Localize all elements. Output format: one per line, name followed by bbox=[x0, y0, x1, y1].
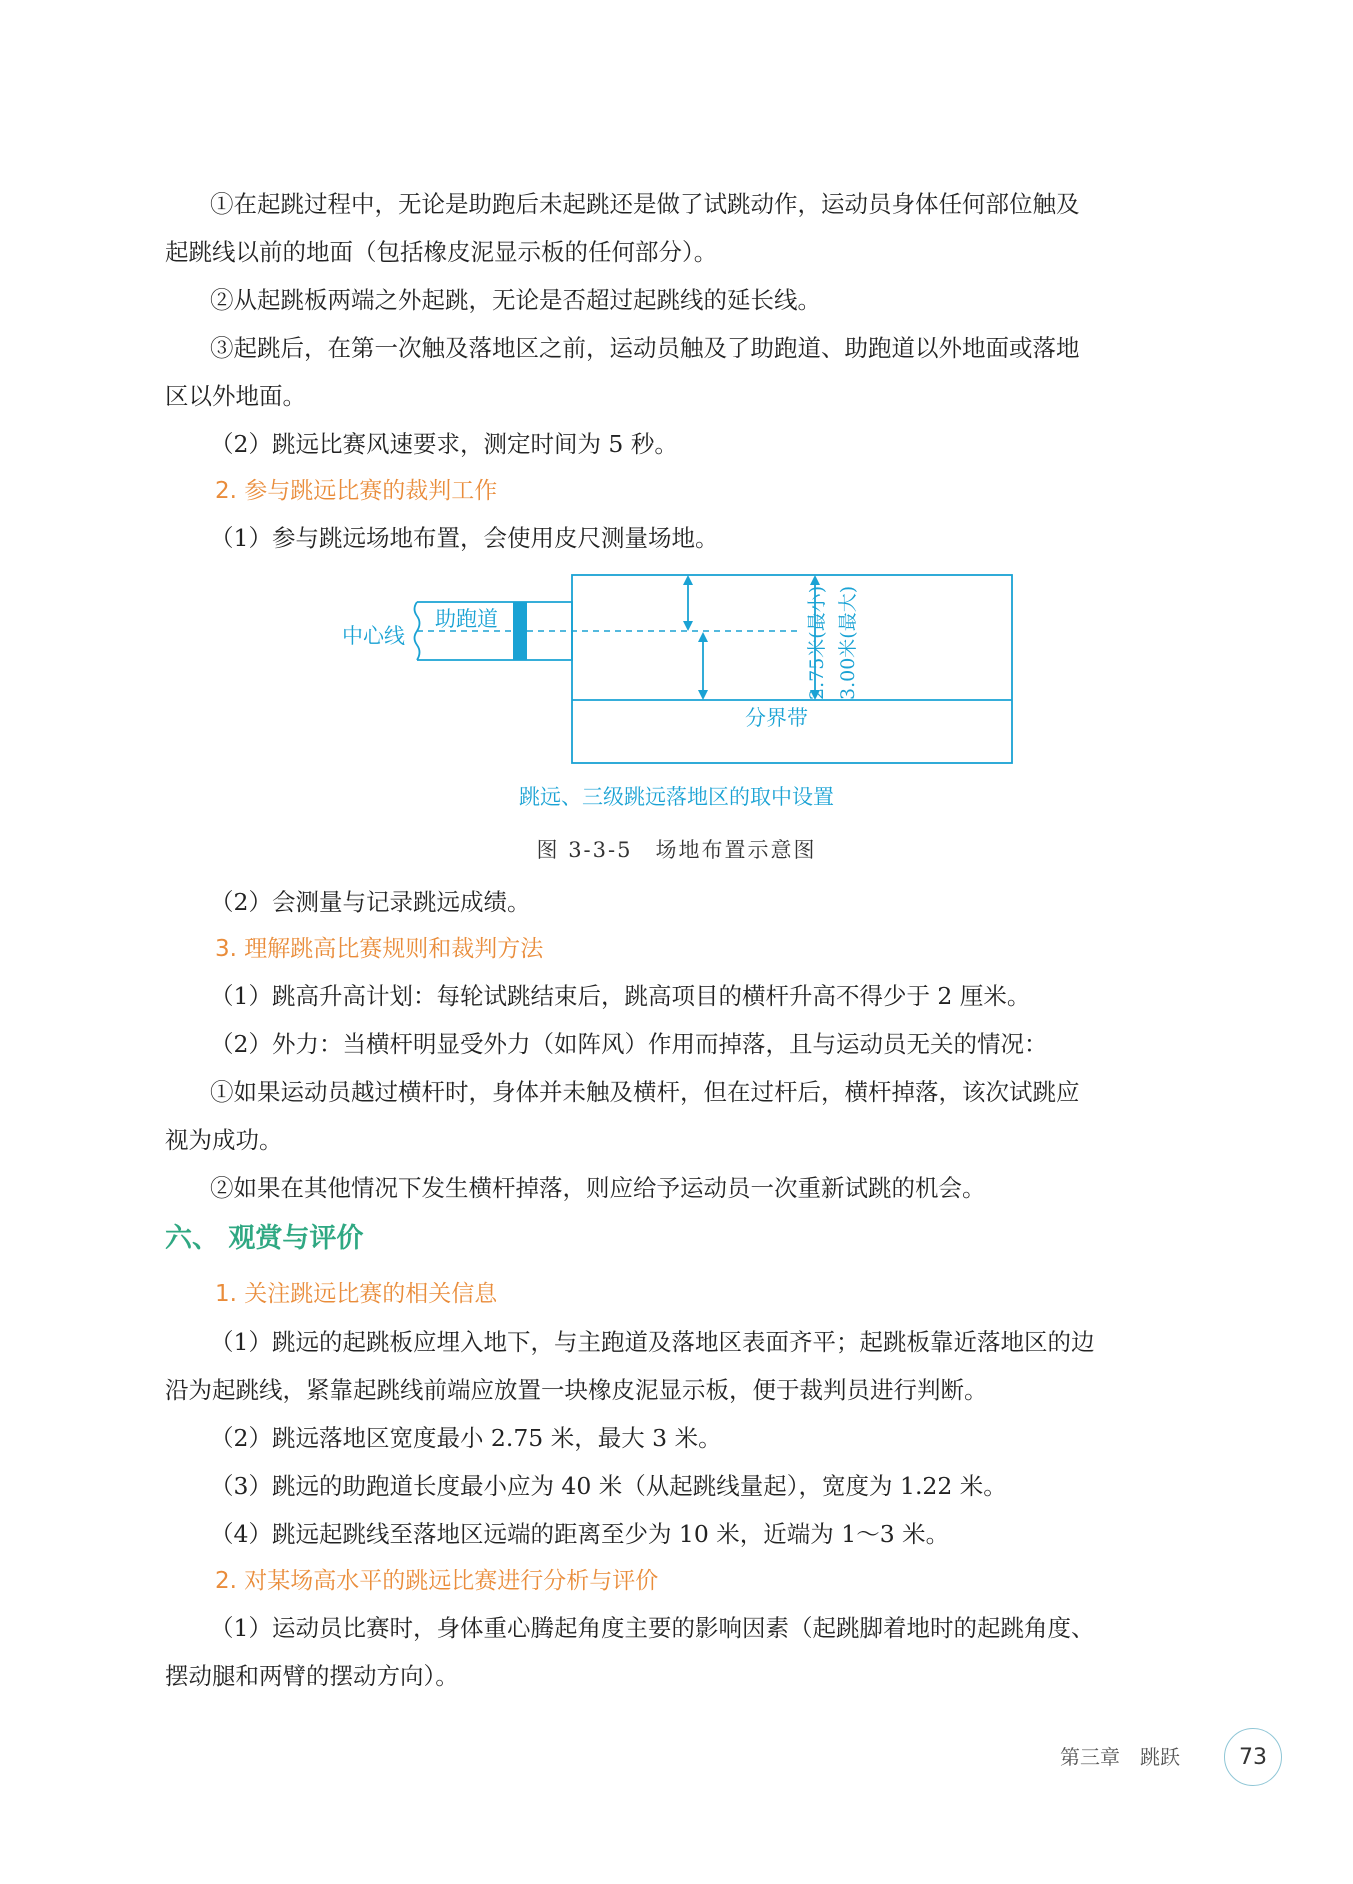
rule-item-3: ③起跳后，在第一次触及落地区之前，运动员触及了助跑道、助跑道以外地面或落地 bbox=[210, 334, 1080, 362]
landing-area-diagram bbox=[330, 560, 1030, 770]
takeoff-board bbox=[513, 602, 527, 660]
page-number: 73 bbox=[1224, 1728, 1282, 1786]
subheading-analysis: 2. 对某场高水平的跳远比赛进行分析与评价 bbox=[215, 1568, 659, 1594]
rule-item-1-cont: 起跳线以前的地面（包括橡皮泥显示板的任何部分）。 bbox=[165, 238, 718, 266]
subheading-high-jump: 3. 理解跳高比赛规则和裁判方法 bbox=[215, 936, 544, 962]
landing-area bbox=[572, 575, 1012, 763]
rule-item-2: ②从起跳板两端之外起跳，无论是否超过起跳线的延长线。 bbox=[210, 286, 821, 314]
width-min-label: 2.75米(最小) bbox=[806, 585, 828, 700]
landing-width: （2）跳远落地区宽度最小 2.75 米，最大 3 米。 bbox=[210, 1424, 722, 1452]
force-case-1: ①如果运动员越过横杆时，身体并未触及横杆，但在过杆后，横杆掉落，该次试跳应 bbox=[210, 1078, 1080, 1106]
subheading-info: 1. 关注跳远比赛的相关信息 bbox=[215, 1281, 498, 1307]
takeoff-angle-cont: 摆动腿和两臂的摆动方向）。 bbox=[165, 1662, 459, 1690]
zone-label: 分界带 bbox=[745, 706, 808, 730]
wind-rule: （2）跳远比赛风速要求，测定时间为 5 秒。 bbox=[210, 430, 678, 458]
force-case-1-cont: 视为成功。 bbox=[165, 1126, 283, 1154]
subheading-judging: 2. 参与跳远比赛的裁判工作 bbox=[215, 478, 498, 504]
runway-label: 助跑道 bbox=[435, 607, 498, 631]
high-jump-raise: （1）跳高升高计划：每轮试跳结束后，跳高项目的横杆升高不得少于 2 厘米。 bbox=[210, 982, 1031, 1010]
measure-record: （2）会测量与记录跳远成绩。 bbox=[210, 888, 531, 916]
takeoff-distance: （4）跳远起跳线至落地区远端的距离至少为 10 米，近端为 1～3 米。 bbox=[210, 1520, 950, 1548]
figure-caption: 图 3-3-5 场地布置示意图 bbox=[536, 838, 817, 862]
section-heading: 六、 观赏与评价 bbox=[165, 1223, 364, 1254]
venue-setup: （1）参与跳远场地布置，会使用皮尺测量场地。 bbox=[210, 524, 719, 552]
rule-item-1: ①在起跳过程中，无论是助跑后未起跳还是做了试跳动作，运动员身体任何部位触及 bbox=[210, 190, 1080, 218]
figure-title: 跳远、三级跳远落地区的取中设置 bbox=[519, 785, 834, 809]
board-rule-cont: 沿为起跳线，紧靠起跳线前端应放置一块橡皮泥显示板，便于裁判员进行判断。 bbox=[165, 1376, 988, 1404]
centerline-label: 中心线 bbox=[342, 624, 405, 648]
rule-item-3-cont: 区以外地面。 bbox=[165, 382, 306, 410]
chapter-label: 第三章 跳跃 bbox=[1060, 1745, 1180, 1769]
runway-length: （3）跳远的助跑道长度最小应为 40 米（从起跳线量起），宽度为 1.22 米。 bbox=[210, 1472, 1007, 1500]
width-max-label: 3.00米(最大) bbox=[837, 585, 859, 700]
takeoff-angle: （1）运动员比赛时，身体重心腾起角度主要的影响因素（起跳脚着地时的起跳角度、 bbox=[210, 1614, 1095, 1642]
board-rule: （1）跳远的起跳板应埋入地下，与主跑道及落地区表面齐平；起跳板靠近落地区的边 bbox=[210, 1328, 1095, 1356]
force-case-2: ②如果在其他情况下发生横杆掉落，则应给予运动员一次重新试跳的机会。 bbox=[210, 1174, 986, 1202]
external-force: （2）外力：当横杆明显受外力（如阵风）作用而掉落，且与运动员无关的情况： bbox=[210, 1030, 1048, 1058]
